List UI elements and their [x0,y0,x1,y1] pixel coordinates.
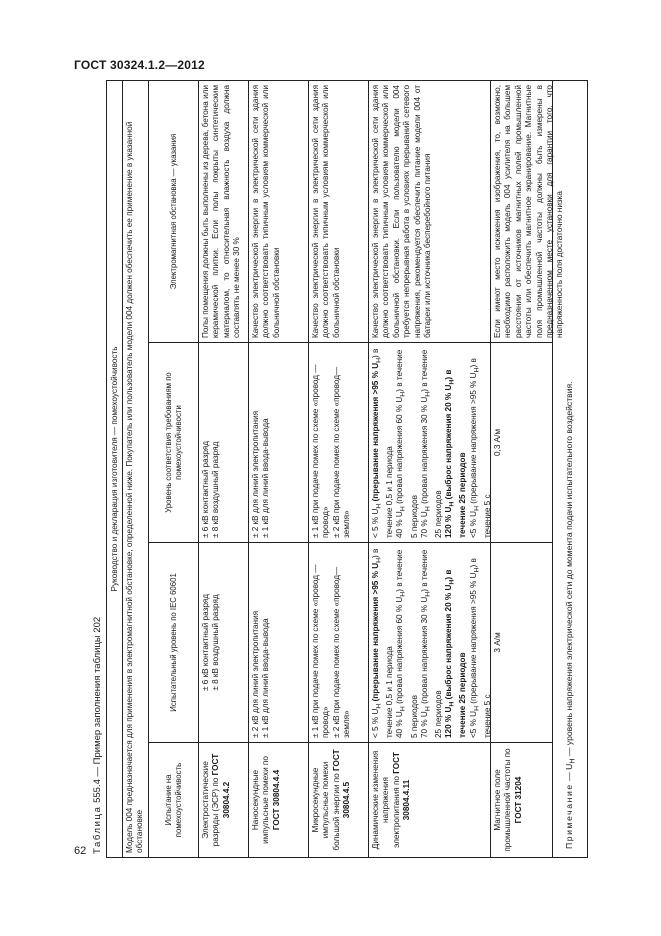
note-label: Примечание [564,783,574,849]
compliance-level-line: ± 2 кВ при подаче помех по схеме «провод—земля» [331,366,352,538]
test-level-line: ± 1 кВ при подаче помех по схеме «провод — провод» [311,564,331,738]
compliance-level-line: ± 1 кВ при подаче помех по схеме «провод — провод» [311,364,331,538]
note-text: — уровень напряжения электрической сети до момента подачи испытательного воздействия. [564,381,574,759]
test-level-line: ± 6 кВ контактный разряд [201,594,210,691]
column-header: Испытание на помехоустойчивость [163,762,183,838]
table-note: Примечание — $U_Н$ — уровень напряжения электрической сети до момента подачи испытательного воздействия. [564,381,577,849]
table-row [491,81,565,857]
test-level-line: ± 2 кВ для линий электропитания [251,610,260,738]
dip-item: 120 % $U_Н$ (выброс напряжения 20 % $U_Н$) в течение 25 периодов [444,369,468,538]
test-level-line: ± 1 кВ для линий ввода-вывода [261,618,271,738]
table-title-rest: 555.4 — Пример заполнения таблицы 202 [92,616,103,806]
note-symbol-sub: Н [568,758,577,764]
rotated-table-block [88,80,588,858]
table-intro-row [123,81,149,857]
compliance-level-cell [249,343,308,543]
test-name: Динамические изменения напряжения электропитания по [371,750,401,850]
guidance-cell: Если имеют место искажения изображения, то, возможно, необходимо расположить модель 004 усилителя на большем расстоянии от источников магнитных полей промышленной частоты или обеспечить магнитное экранирование. Магнитные поля промышленной частоты должны быть измерены в предназначенном месте установки для гарантии того, что напряженность поля достаточно низка [491,81,552,343]
test-level-cell [491,543,552,743]
test-name: Магнитное поле промышленной частоты по [493,748,513,852]
table-row [369,81,491,857]
column-header: Испытательный уровень по IEC 60601 [149,543,198,743]
test-level-cell [369,543,490,743]
note-symbol: U [564,763,574,770]
column-header: Электромагнитная обстановка — указания [149,81,198,343]
dip-item: <5 % $U_Н$ (прерывание напряжения >95 % $U_Н$) в течение 5 с [468,558,492,738]
guidance-cell: Полы помещения должны быть выполнены из дерева, бетона или керамической плитки. Если полы покрыты синтетическим материалом, то относительная влажность воздуха должна составлять не менее 30 % [199,81,248,343]
emc-table [106,80,588,858]
test-standard: ГОСТ 30804.4.5 [331,749,352,819]
test-name-cell [369,743,490,857]
dip-item: <5 % $U_Н$ (прерывание напряжения >95 % $U_Н$) в течение 5 с [468,358,492,538]
guidance-cell: Качество электрической энергии в электрической сети здания должно соответствовать типичным условиям коммерческой или больничной обстановки. Если пользователю модели 004 требуется непрерывная работа в условиях прерываний сетевого напряжения, рекомендуется обеспечить питание модели 004 от батареи или источника бесперебойного питания [369,81,490,343]
test-name: Электростатические разряды (ЭСР) по [201,761,221,847]
test-level-line: ± 8 кВ воздушный разряд [211,594,221,691]
column-header-row [149,81,199,857]
compliance-level-cell [369,343,490,543]
guidance-cell: Качество электрической энергии в электрической сети здания должно соответствовать типичным условиям коммерческой или больничной обстановки [249,81,308,343]
compliance-level-line: ± 2 кВ для линий электропитания [251,410,260,538]
test-name: Микросекундные импульсные помехи большой энергии по [311,761,341,851]
table-title-prefix: Таблица [92,805,103,854]
dip-item: 40 % $U_Н$ (провал напряжения 60 % $U_Н$) в течение 5 периодов [395,549,419,738]
table-intro: Модель 004 предназначается для применения в электромагнитной обстановке, определенной ниже. Покупатель или пользователь модели 004 должен обеспечить ее применение в указанной обстановке [125,121,145,853]
manufacturer-header: Руководство и декларация изготовителя — помехоустойчивость [110,346,119,592]
test-name-cell [491,743,552,857]
compliance-level-line: 0,3 А/м [493,428,502,457]
page-number: 62 [74,845,87,857]
table-row [249,81,309,857]
test-standard: ГОСТ 30804.4.4 [271,769,281,831]
column-header: Уровень соответствия требованиям по помехоустойчивости [149,343,198,543]
test-level-line: 3 А/м [493,632,502,653]
test-level-line: ± 2 кВ при подаче помех по схеме «провод—земля» [331,566,352,738]
standard-code: ГОСТ 30324.1.2—2012 [74,58,205,72]
dip-item: < 5 % $U_Н$ (прерывание напряжения >95 % $U_Н$) в течение 0,5 и 1 периода [371,348,395,538]
dip-item: 70 % $U_Н$ (провал напряжения 30 % $U_Н$) в течение 25 периодов [419,549,443,738]
guidance-cell: Качество электрической энергии в электрической сети здания должно соответствовать типичным условиям коммерческой или больничной обстановки [309,81,368,343]
test-name-cell [249,743,308,857]
test-name-cell [199,743,248,857]
compliance-level-cell [199,343,248,543]
dip-item: 40 % $U_Н$ (провал напряжения 60 % $U_Н$) в течение 5 периодов [395,349,419,538]
table-title [90,294,106,854]
compliance-level-line: ± 1 кВ для линий ввода-вывода [261,418,271,538]
table-row [199,81,249,857]
table-row [309,81,369,857]
dip-item: 70 % $U_Н$ (провал напряжения 30 % $U_Н$) в течение 25 периодов [419,349,443,538]
compliance-level-line: ± 8 кВ воздушный разряд [211,441,221,538]
dip-item: < 5 % $U_Н$ (прерывание напряжения >95 % $U_Н$) в течение 0,5 и 1 периода [371,548,395,738]
test-level-cell [249,543,308,743]
test-name-cell [309,743,368,857]
table-manufacturer-header-row [107,81,123,857]
test-level-cell [309,543,368,743]
test-standard: ГОСТ 31204 [513,776,523,824]
compliance-level-line: ± 6 кВ контактный разряд [201,441,210,538]
compliance-level-cell [491,343,552,543]
dip-item: 120 % $U_Н$ (выброс напряжения 20 % $U_Н$) в течение 25 периодов [444,569,468,738]
test-standard: ГОСТ 30804.4.2 [211,753,231,819]
test-level-cell [199,543,248,743]
test-standard: ГОСТ 30804.4.11 [391,752,412,821]
test-name: Наносекундные импульсные помехи по [251,756,271,844]
compliance-level-cell [309,343,368,543]
